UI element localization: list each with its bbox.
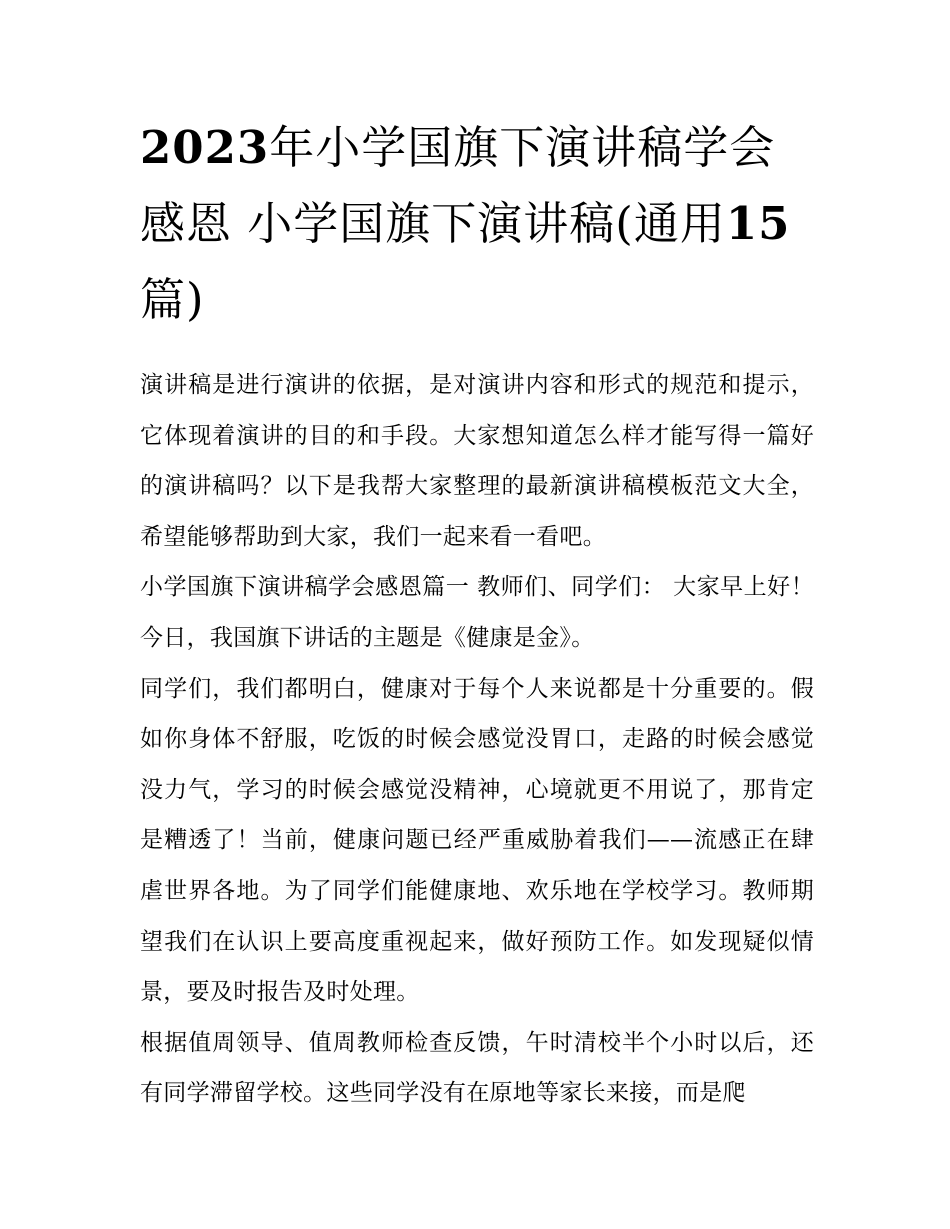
paragraph-school-feedback: 根据值周领导、值周教师检查反馈，午时清校半个小时以后，还有同学滞留学校。这些同学没有在原地等家长来接，而是爬 [140,1029,814,1107]
document-title: 2023年小学国旗下演讲稿学会感恩 小学国旗下演讲稿(通用15篇) [140,121,791,326]
document-content [140,110,814,1119]
paragraph-speech-opening: 小学国旗下演讲稿学会感恩篇一 教师们、同学们： 大家早上好！ 今日，我国旗下讲话的主题是《健康是金》。 [140,574,814,651]
paragraph-health-importance: 同学们，我们都明白，健康对于每个人来说都是十分重要的。假如你身体不舒服，吃饭的时候会感觉没胃口，走路的时候会感觉没力气，学习的时候会感觉没精神，心境就更不用说了，那肯定是糟透了！当前，健康问题已经严重威胁着我们——流感正在肆虐世界各地。为了同学们能健康地、欢乐地在学校学习。教师期望我们在认识上要高度重视起来，做好预防工作。如发现疑似情景，要及时报告及时处理。 [140,675,814,1006]
paragraph-intro: 演讲稿是进行演讲的依据，是对演讲内容和形式的规范和提示，它体现着演讲的目的和手段。大家想知道怎么样才能写得一篇好的演讲稿吗？以下是我帮大家整理的最新演讲稿模板范文大全，希望能够帮助到大家，我们一起来看一看吧。 [140,372,814,550]
